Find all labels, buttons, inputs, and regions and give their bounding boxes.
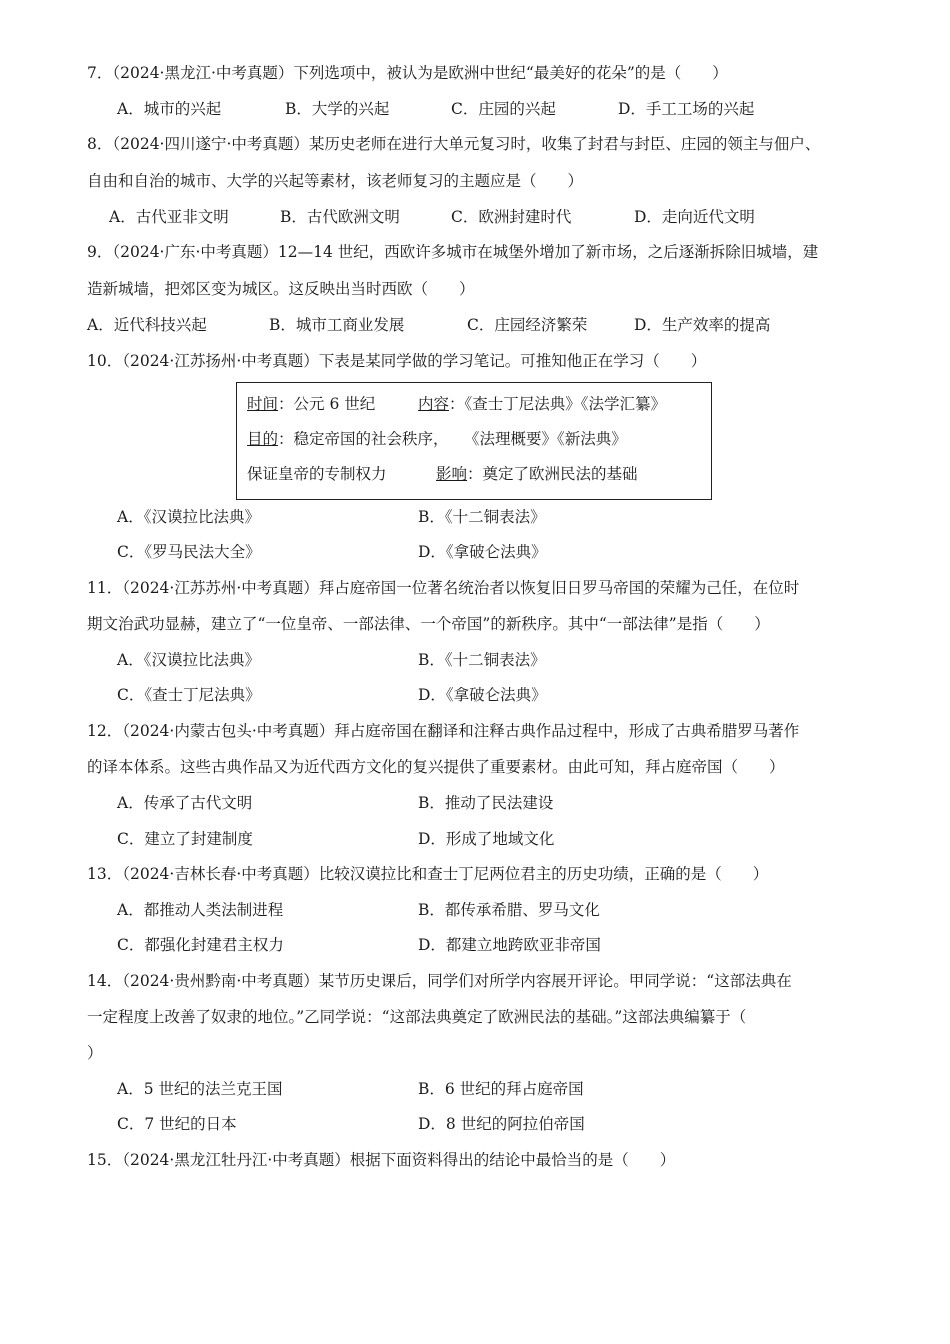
note-time-row — [247, 393, 375, 415]
question-9-stem-line1: 9．（2024·广东·中考真题）12—14 世纪，西欧许多城市在城堡外增加了新市场，之后逐渐拆除旧城墙，建 — [87, 243, 819, 261]
question-11-stem-line1: 11．（2024·江苏苏州·中考真题）拜占庭帝国一位著名统治者以恢复旧日罗马帝国的荣耀为己任，在位时 — [87, 579, 800, 597]
q11-option-a[interactable]: A．《汉谟拉比法典》 — [117, 651, 260, 669]
q8-option-b[interactable]: B．古代欧洲文明 — [280, 208, 400, 226]
q10-option-d[interactable]: D．《拿破仑法典》 — [418, 543, 547, 561]
note-content-value: ：《查士丁尼法典》《法学汇纂》 — [449, 395, 667, 413]
q12-option-b[interactable]: B．推动了民法建设 — [418, 794, 554, 812]
note-time-label: 时间 — [247, 395, 279, 413]
q7-option-c[interactable]: C．庄园的兴起 — [451, 100, 556, 118]
question-14-stem-line3: ） — [87, 1044, 103, 1062]
question-14-stem-line2: 一定程度上改善了奴隶的地位。”乙同学说：“这部法典奠定了欧洲民法的基础。”这部法典编纂于（ — [87, 1008, 747, 1026]
q14-option-b[interactable]: B．6 世纪的拜占庭帝国 — [418, 1080, 584, 1098]
note-impact-row — [436, 463, 638, 485]
q9-option-a[interactable]: A．近代科技兴起 — [87, 316, 207, 334]
q7-option-b[interactable]: B．大学的兴起 — [285, 100, 390, 118]
question-12-stem-line2: 的译本体系。这些古典作品又为近代西方文化的复兴提供了重要素材。由此可知，拜占庭帝国（ ） — [87, 758, 785, 776]
q12-option-c[interactable]: C．建立了封建制度 — [117, 830, 253, 848]
question-10-stem: 10．（2024·江苏扬州·中考真题）下表是某同学做的学习笔记。可推知他正在学习（ ） — [87, 352, 707, 370]
q10-option-c[interactable]: C．《罗马民法大全》 — [117, 543, 261, 561]
question-13-stem: 13．（2024·吉林长春·中考真题）比较汉谟拉比和查士丁尼两位君主的历史功绩，正确的是（ ） — [87, 865, 769, 883]
note-purpose-label: 目的 — [247, 430, 279, 448]
note-content-row — [418, 393, 666, 415]
q7-option-d[interactable]: D．手工工场的兴起 — [618, 100, 755, 118]
note-line3: 保证皇帝的专制权力 — [247, 465, 387, 483]
question-8-stem-line1: 8．（2024·四川遂宁·中考真题）某历史老师在进行大单元复习时，收集了封君与封臣、庄园的领主与佃户、 — [87, 135, 821, 153]
question-8-stem-line2: 自由和自治的城市、大学的兴起等素材，该老师复习的主题应是（ ） — [87, 172, 584, 190]
q14-option-c[interactable]: C．7 世纪的日本 — [117, 1115, 237, 1133]
study-note-box — [236, 382, 712, 500]
question-14-stem-line1: 14．（2024·贵州黔南·中考真题）某节历史课后，同学们对所学内容展开评论。甲同学说：“这部法典在 — [87, 972, 792, 990]
note-purpose-value: ：稳定帝国的社会秩序， 《法理概要》《新法典》 — [278, 430, 627, 448]
q13-option-b[interactable]: B．都传承希腊、罗马文化 — [418, 901, 600, 919]
note-impact-value: ：奠定了欧洲民法的基础 — [467, 465, 638, 483]
q11-option-c[interactable]: C．《查士丁尼法典》 — [117, 686, 261, 704]
q14-option-a[interactable]: A．5 世纪的法兰克王国 — [117, 1080, 283, 1098]
question-9-stem-line2: 造新城墙，把郊区变为城区。这反映出当时西欧（ ） — [87, 280, 475, 298]
q13-option-c[interactable]: C．都强化封建君主权力 — [117, 936, 284, 954]
q8-option-d[interactable]: D．走向近代文明 — [634, 208, 755, 226]
note-time-value: ：公元 6 世纪 — [278, 395, 376, 413]
note-purpose-row — [247, 428, 627, 450]
q11-option-d[interactable]: D．《拿破仑法典》 — [418, 686, 547, 704]
q9-option-c[interactable]: C．庄园经济繁荣 — [467, 316, 588, 334]
q13-option-a[interactable]: A．都推动人类法制进程 — [117, 901, 284, 919]
q9-option-b[interactable]: B．城市工商业发展 — [269, 316, 405, 334]
q9-option-d[interactable]: D．生产效率的提高 — [634, 316, 771, 334]
question-11-stem-line2: 期文治武功显赫，建立了“一位皇帝、一部法律、一个帝国”的新秩序。其中“一部法律”是指（ ） — [87, 615, 770, 633]
q8-option-a[interactable]: A．古代亚非文明 — [109, 208, 229, 226]
q13-option-d[interactable]: D．都建立地跨欧亚非帝国 — [418, 936, 601, 954]
question-7-stem: 7．（2024·黑龙江·中考真题）下列选项中，被认为是欧洲中世纪“最美好的花朵”的是（ ） — [87, 64, 728, 82]
q8-option-c[interactable]: C．欧洲封建时代 — [451, 208, 572, 226]
question-15-stem: 15．（2024·黑龙江牡丹江·中考真题）根据下面资料得出的结论中最恰当的是（ ） — [87, 1151, 676, 1169]
q11-option-b[interactable]: B．《十二铜表法》 — [418, 651, 546, 669]
note-content-label: 内容 — [418, 395, 450, 413]
question-12-stem-line1: 12．（2024·内蒙古包头·中考真题）拜占庭帝国在翻译和注释古典作品过程中，形成了古典希腊罗马著作 — [87, 722, 800, 740]
q10-option-b[interactable]: B．《十二铜表法》 — [418, 508, 546, 526]
q12-option-d[interactable]: D．形成了地域文化 — [418, 830, 555, 848]
q7-option-a[interactable]: A．城市的兴起 — [117, 100, 222, 118]
note-impact-label: 影响 — [436, 465, 468, 483]
q10-option-a[interactable]: A．《汉谟拉比法典》 — [117, 508, 260, 526]
q14-option-d[interactable]: D．8 世纪的阿拉伯帝国 — [418, 1115, 585, 1133]
q12-option-a[interactable]: A．传承了古代文明 — [117, 794, 253, 812]
